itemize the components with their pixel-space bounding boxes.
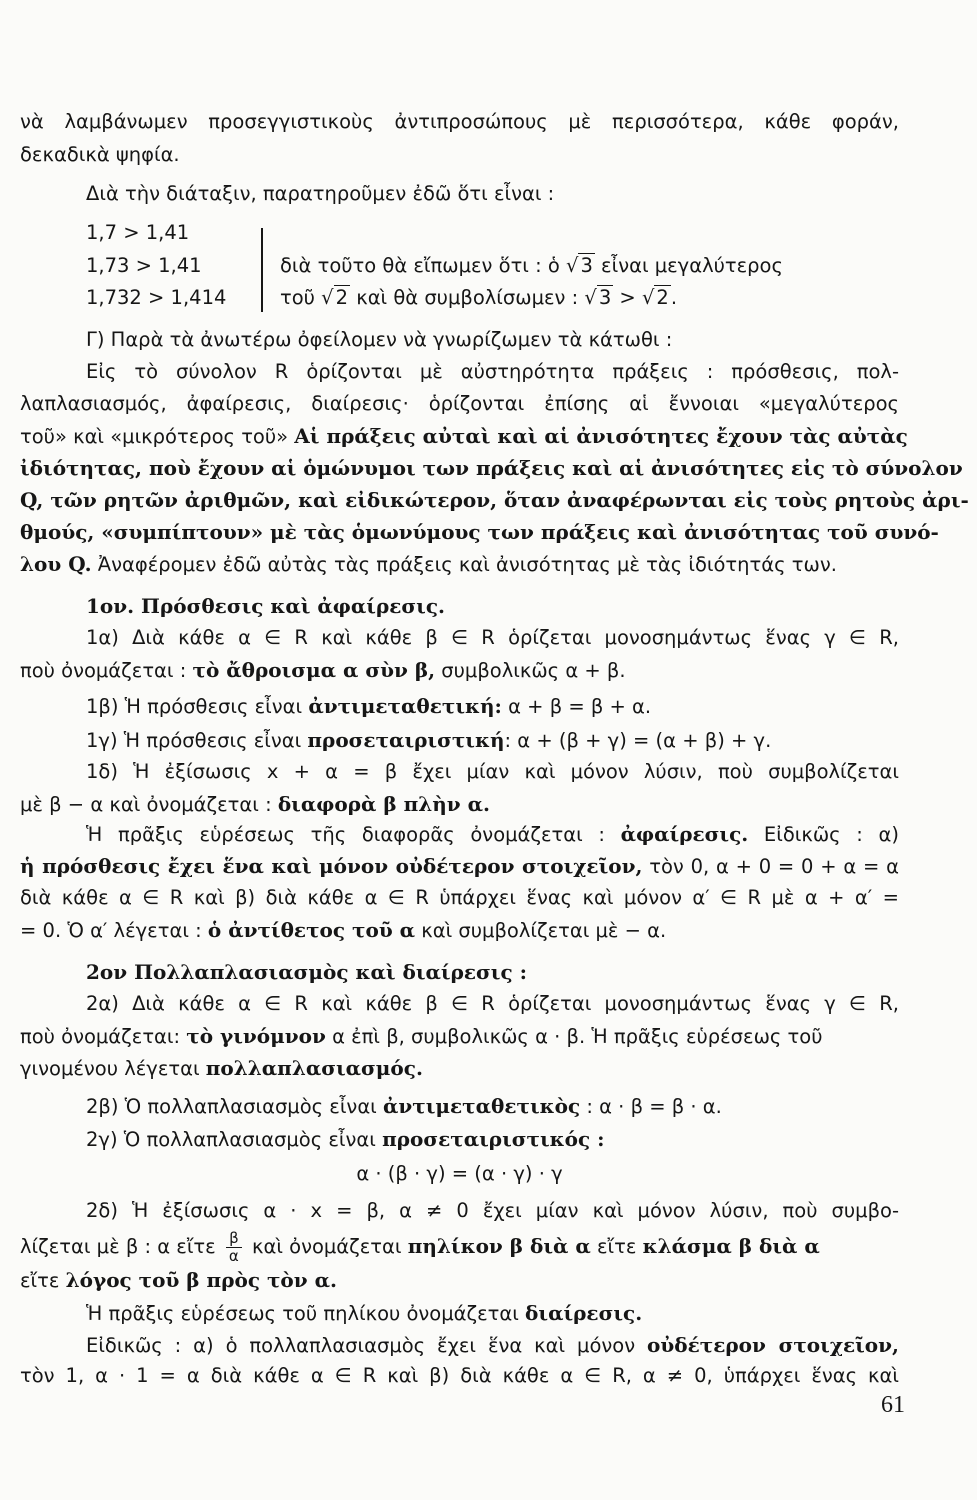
text-line: Ἡ πρᾶξις εὑρέσεως τοῦ πηλίκου ὀνομάζεται διαίρεσις. — [86, 1301, 643, 1325]
text-line: Εἰδικῶς : α) ὁ πολλαπλασιασμὸς ἔχει ἕνα καὶ μόνον οὐδέτερον στοιχεῖον, — [86, 1333, 899, 1357]
fraction: $\frac{\beta}{\alpha}$ — [226, 1230, 242, 1265]
text-line: 1α) Διὰ κάθε α ∈ R καὶ κάθε β ∈ R ὁρίζεται μονοσημάντως ἕνας γ ∈ R, — [86, 626, 899, 649]
text-line: λαπλασιασμός, ἀφαίρεσις, διαίρεσις· ὁρίζονται ἐπίσης αἱ ἔννοιαι «μεγαλύτερος — [20, 392, 899, 415]
text-line: γινομένου λέγεται πολλαπλασιασμός. — [20, 1056, 423, 1080]
text-line: μὲ β − α καὶ ὀνομάζεται : διαφορὰ β πλὴν α. — [20, 792, 490, 816]
text-line: ἡ πρόσθεσις ἔχει ἕνα καὶ μόνον οὐδέτερον στοιχεῖον, τὸν 0, α + 0 = 0 + α = α — [20, 854, 899, 878]
text-line: δεκαδικὰ ψηφία. — [20, 143, 180, 166]
text-line: λίζεται μὲ β : α εἴτε $\frac{\beta}{\alpha}$ καὶ ὀνομάζεται πηλίκον β διὰ α εἴτε κλάσμα β διὰ α — [20, 1229, 820, 1265]
formula: α · (β · γ) = (α · γ) · γ — [356, 1162, 563, 1185]
section-heading: 2ον Πολλαπλασιασμὸς καὶ διαίρεσις : — [86, 960, 528, 984]
comparison-note: τοῦ √ 2 καὶ θὰ συμβολίσωμεν : √ 3 > √ 2 . — [280, 286, 678, 309]
text-line: Ἡ πρᾶξις εὑρέσεως τῆς διαφορᾶς ὀνομάζεται : ἀφαίρεσις. Εἰδικῶς : α) — [86, 822, 899, 846]
text-line: ποὺ ὀνομάζεται : τὸ ἄθροισμα α σὺν β, συμβολικῶς α + β. — [20, 658, 626, 682]
text-line: εἴτε λόγος τοῦ β πρὸς τὸν α. — [20, 1268, 337, 1292]
text-line: 1γ) Ἡ πρόσθεσις εἶναι προσεταιριστική: α + (β + γ) = (α + β) + γ. — [86, 728, 772, 752]
text-line: Γ) Παρὰ τὰ ἀνωτέρω ὀφείλομεν νὰ γνωρίζωμεν τὰ κάτωθι : — [86, 328, 673, 351]
text-line: τοῦ» καὶ «μικρότερος τοῦ» Αἱ πράξεις αὐταὶ καὶ αἱ ἀνισότητες ἔχουν τὰς αὐτὰς — [20, 424, 908, 448]
text-line: διὰ κάθε α ∈ R καὶ β) διὰ κάθε α ∈ R ὑπάρχει ἕνας καὶ μόνον α′ ∈ R μὲ α + α′ = — [20, 886, 899, 909]
comparison-row: 1,732 > 1,414 — [86, 286, 227, 309]
text-line: 2δ) Ἡ ἐξίσωσις α · x = β, α ≠ 0 ἔχει μίαν καὶ μόνον λύσιν, ποὺ συμβο- — [86, 1199, 899, 1222]
text-line: ἰδιότητας, ποὺ ἔχουν αἱ ὁμώνυμοι των πράξεις καὶ αἱ ἀνισότητες εἰς τὸ σύνολον — [20, 456, 963, 480]
text-line: Εἰς τὸ σύνολον R ὁρίζονται μὲ αὐστηρότητα πράξεις : πρόσθεσις, πολ- — [86, 360, 899, 383]
section-heading: 1ον. Πρόσθεσις καὶ ἀφαίρεσις. — [86, 594, 445, 618]
text-line: Q, τῶν ρητῶν ἀριθμῶν, καὶ εἰδικώτερον, ὅταν ἀναφέρωνται εἰς τοὺς ρητοὺς ἀρι- — [20, 488, 969, 512]
page-number: 61 — [881, 1392, 905, 1418]
text-line: τὸν 1, α · 1 = α διὰ κάθε α ∈ R καὶ β) διὰ κάθε α ∈ R, α ≠ 0, ὑπάρχει ἕνας καὶ — [20, 1364, 899, 1387]
text-line: θμούς, «συμπίπτουν» μὲ τὰς ὁμωνύμους των πράξεις καὶ ἀνισότητας τοῦ συνό- — [20, 520, 939, 544]
comparison-row: 1,7 > 1,41 — [86, 221, 190, 244]
text-line: = 0. Ὁ α′ λέγεται : ὁ ἀντίθετος τοῦ α καὶ συμβολίζεται μὲ − α. — [20, 918, 667, 942]
text-line: ποὺ ὀνομάζεται: τὸ γινόμνον α ἐπὶ β, συμβολικῶς α · β. Ἡ πρᾶξις εὑρέσεως τοῦ — [20, 1024, 823, 1048]
text-line: νὰ λαμβάνωμεν προσεγγιστικοὺς ἀντιπροσώπους μὲ περισσότερα, κάθε φοράν, — [20, 110, 899, 133]
text-line: 2β) Ὁ πολλαπλασιασμὸς εἶναι ἀντιμεταθετικὸς : α · β = β · α. — [86, 1094, 722, 1118]
text-line: Διὰ τὴν διάταξιν, παρατηροῦμεν ἐδῶ ὅτι εἶναι : — [86, 182, 555, 205]
text-line: 1β) Ἡ πρόσθεσις εἶναι ἀντιμεταθετική: α + β = β + α. — [86, 694, 652, 718]
comparison-row: 1,73 > 1,41 — [86, 254, 202, 277]
text-line: 1δ) Ἡ ἐξίσωσις x + α = β ἔχει μίαν καὶ μόνον λύσιν, ποὺ συμβολίζεται — [86, 760, 899, 783]
comparison-note: διὰ τοῦτο θὰ εἴπωμεν ὅτι : ὁ √ 3 εἶναι μεγαλύτερος — [280, 254, 783, 277]
text-line: 2α) Διὰ κάθε α ∈ R καὶ κάθε β ∈ R ὁρίζεται μονοσημάντως ἕνας γ ∈ R, — [86, 992, 899, 1015]
text-line: λου Q. Ἀναφέρομεν ἐδῶ αὐτὰς τὰς πράξεις καὶ ἀνισότητας μὲ τὰς ἰδιότητάς των. — [20, 552, 837, 576]
text-line: 2γ) Ὁ πολλαπλασιασμὸς εἶναι προσεταιριστικός : — [86, 1127, 605, 1151]
vertical-divider — [261, 228, 263, 312]
